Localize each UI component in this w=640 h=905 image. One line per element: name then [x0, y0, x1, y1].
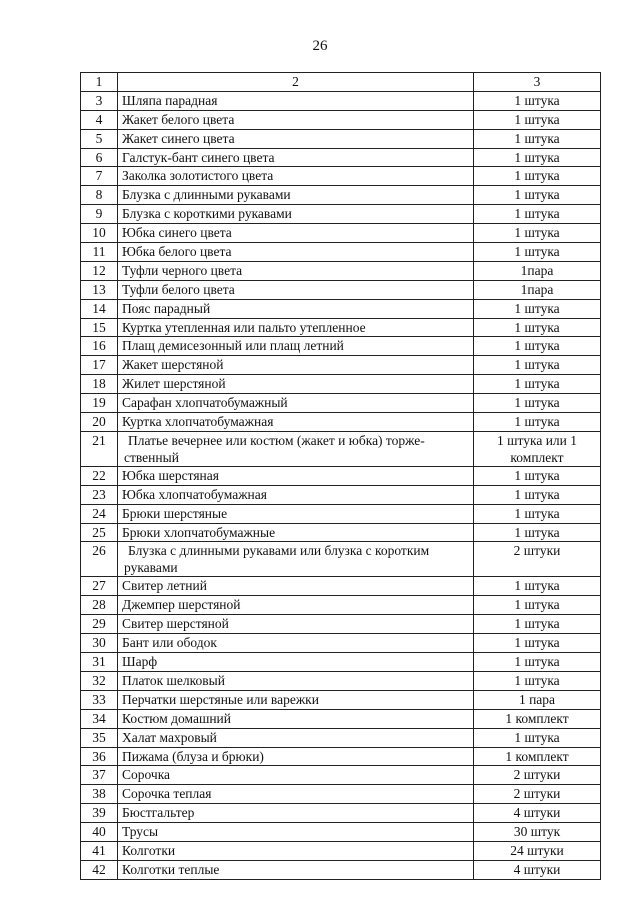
- row-number-cell: 32: [81, 671, 118, 690]
- row-number-cell: 15: [81, 318, 118, 337]
- item-name-cell: Платок шелковый: [118, 671, 474, 690]
- quantity-cell: 1 штука: [474, 129, 601, 148]
- row-number-cell: 24: [81, 504, 118, 523]
- table-row: [81, 542, 601, 577]
- item-name-cell: Туфли черного цвета: [118, 261, 474, 280]
- row-number-cell: 27: [81, 577, 118, 596]
- item-name-cell: Сарафан хлопчатобумажный: [118, 394, 474, 413]
- quantity-cell: 1 штука: [474, 110, 601, 129]
- table-row: [81, 615, 601, 634]
- table-row: [81, 653, 601, 672]
- item-name-cell: Жилет шерстяной: [118, 375, 474, 394]
- row-number-cell: 25: [81, 523, 118, 542]
- table-row: [81, 167, 601, 186]
- quantity-cell: 1 штука: [474, 375, 601, 394]
- table-row: [81, 804, 601, 823]
- table-row: [81, 785, 601, 804]
- quantity-cell: 1пара: [474, 261, 601, 280]
- row-number-cell: 39: [81, 804, 118, 823]
- item-name-cell: Шляпа парадная: [118, 91, 474, 110]
- table-row: [81, 205, 601, 224]
- row-number-cell: 3: [81, 91, 118, 110]
- item-name-cell: Юбка шерстяная: [118, 466, 474, 485]
- quantity-cell: 1 штука: [474, 466, 601, 485]
- row-number-cell: 19: [81, 394, 118, 413]
- row-number-cell: 35: [81, 728, 118, 747]
- quantity-cell: 1 штука: [474, 337, 601, 356]
- quantity-cell: 1 штука: [474, 596, 601, 615]
- item-name-cell: Сорочка теплая: [118, 785, 474, 804]
- item-name-cell: Плащ демисезонный или плащ летний: [118, 337, 474, 356]
- table-row: [81, 91, 601, 110]
- quantity-cell: 1 штука: [474, 615, 601, 634]
- table-row: [81, 766, 601, 785]
- clothing-list-table: [80, 72, 601, 880]
- row-number-cell: 30: [81, 634, 118, 653]
- table-row: [81, 337, 601, 356]
- table-row: [81, 747, 601, 766]
- table-row: [81, 577, 601, 596]
- table-row: [81, 280, 601, 299]
- quantity-cell: 1 штука: [474, 356, 601, 375]
- row-number-cell: 26: [81, 542, 118, 577]
- quantity-cell: 1 штука: [474, 205, 601, 224]
- item-name-cell: Свитер летний: [118, 577, 474, 596]
- row-number-cell: 33: [81, 690, 118, 709]
- row-number-cell: 16: [81, 337, 118, 356]
- table-row: [81, 431, 601, 466]
- item-name-cell: Жакет белого цвета: [118, 110, 474, 129]
- item-name-cell: Сорочка: [118, 766, 474, 785]
- table-row: [81, 504, 601, 523]
- quantity-cell: 1 штука: [474, 299, 601, 318]
- item-name-cell: Брюки хлопчатобумажные: [118, 523, 474, 542]
- page-number: 26: [312, 38, 328, 54]
- item-name-cell: Блузка с длинными рукавами: [118, 186, 474, 205]
- table-row: [81, 671, 601, 690]
- table-row: [81, 728, 601, 747]
- item-name-cell: Костюм домашний: [118, 709, 474, 728]
- quantity-cell: 1 штука: [474, 671, 601, 690]
- item-name-cell: Галстук-бант синего цвета: [118, 148, 474, 167]
- item-name-cell: Туфли белого цвета: [118, 280, 474, 299]
- quantity-cell: 2 штуки: [474, 785, 601, 804]
- table-row: [81, 243, 601, 262]
- item-name-cell: Куртка утепленная или пальто утепленное: [118, 318, 474, 337]
- quantity-cell: 30 штук: [474, 823, 601, 842]
- row-number-cell: 10: [81, 224, 118, 243]
- quantity-cell: 24 штуки: [474, 841, 601, 860]
- table-row: [81, 485, 601, 504]
- row-number-cell: 8: [81, 186, 118, 205]
- row-number-cell: 11: [81, 243, 118, 262]
- quantity-cell: 1 штука: [474, 653, 601, 672]
- table-row: [81, 823, 601, 842]
- row-number-cell: 38: [81, 785, 118, 804]
- item-name-cell: Свитер шерстяной: [118, 615, 474, 634]
- quantity-cell: 1 штука: [474, 485, 601, 504]
- quantity-cell: 1 штука: [474, 186, 601, 205]
- item-name-cell: Шарф: [118, 653, 474, 672]
- row-number-cell: 14: [81, 299, 118, 318]
- row-number-cell: 36: [81, 747, 118, 766]
- table-row: [81, 299, 601, 318]
- header-cell-number: 1: [81, 73, 118, 92]
- item-name-cell: Платье вечернее или костюм (жакет и юбка) торже-ственный: [118, 431, 474, 466]
- quantity-cell: 1пара: [474, 280, 601, 299]
- row-number-cell: 41: [81, 841, 118, 860]
- quantity-cell: 1 штука: [474, 243, 601, 262]
- item-name-cell: Жакет синего цвета: [118, 129, 474, 148]
- item-name-cell: Халат махровый: [118, 728, 474, 747]
- item-name-cell: Брюки шерстяные: [118, 504, 474, 523]
- table-row: [81, 466, 601, 485]
- item-name-cell: Пижама (блуза и брюки): [118, 747, 474, 766]
- row-number-cell: 13: [81, 280, 118, 299]
- quantity-cell: 1 комплект: [474, 747, 601, 766]
- quantity-cell: 1 комплект: [474, 709, 601, 728]
- table-row: [81, 860, 601, 879]
- row-number-cell: 37: [81, 766, 118, 785]
- header-cell-item: 2: [118, 73, 474, 92]
- row-number-cell: 6: [81, 148, 118, 167]
- table-row: [81, 186, 601, 205]
- item-name-cell: Трусы: [118, 823, 474, 842]
- item-name-cell: Перчатки шерстяные или варежки: [118, 690, 474, 709]
- quantity-cell: 1 штука: [474, 728, 601, 747]
- table-row: [81, 841, 601, 860]
- quantity-cell: 1 штука: [474, 634, 601, 653]
- row-number-cell: 12: [81, 261, 118, 280]
- item-name-cell: Блузка с короткими рукавами: [118, 205, 474, 224]
- table-row: [81, 110, 601, 129]
- quantity-cell: 1 штука: [474, 318, 601, 337]
- quantity-cell: 1 штука: [474, 91, 601, 110]
- quantity-cell: 1 штука: [474, 413, 601, 432]
- row-number-cell: 17: [81, 356, 118, 375]
- table-row: [81, 523, 601, 542]
- item-name-cell: Юбка белого цвета: [118, 243, 474, 262]
- table-row: [81, 709, 601, 728]
- row-number-cell: 9: [81, 205, 118, 224]
- item-name-cell: Заколка золотистого цвета: [118, 167, 474, 186]
- row-number-cell: 4: [81, 110, 118, 129]
- item-name-cell: Юбка хлопчатобумажная: [118, 485, 474, 504]
- table-row: [81, 634, 601, 653]
- table-body: [81, 73, 601, 880]
- quantity-cell: 1 штука: [474, 577, 601, 596]
- row-number-cell: 7: [81, 167, 118, 186]
- table-row: [81, 261, 601, 280]
- item-name-cell: Пояс парадный: [118, 299, 474, 318]
- item-name-cell: Бюстгальтер: [118, 804, 474, 823]
- row-number-cell: 23: [81, 485, 118, 504]
- row-number-cell: 28: [81, 596, 118, 615]
- quantity-cell: 1 штука: [474, 523, 601, 542]
- table-row: [81, 318, 601, 337]
- table-row: [81, 224, 601, 243]
- item-name-cell: Юбка синего цвета: [118, 224, 474, 243]
- row-number-cell: 29: [81, 615, 118, 634]
- quantity-cell: 2 штуки: [474, 766, 601, 785]
- table-row: [81, 690, 601, 709]
- row-number-cell: 31: [81, 653, 118, 672]
- row-number-cell: 40: [81, 823, 118, 842]
- header-cell-quantity: 3: [474, 73, 601, 92]
- item-name-cell: Колготки теплые: [118, 860, 474, 879]
- table-row: [81, 394, 601, 413]
- quantity-cell: 1 штука: [474, 224, 601, 243]
- table-row: [81, 356, 601, 375]
- quantity-cell: 1 штука или 1 комплект: [474, 431, 601, 466]
- table-row: [81, 375, 601, 394]
- item-name-cell: Бант или ободок: [118, 634, 474, 653]
- quantity-cell: 4 штуки: [474, 804, 601, 823]
- row-number-cell: 18: [81, 375, 118, 394]
- quantity-cell: 1 штука: [474, 394, 601, 413]
- row-number-cell: 20: [81, 413, 118, 432]
- item-name-cell: Жакет шерстяной: [118, 356, 474, 375]
- item-name-cell: Колготки: [118, 841, 474, 860]
- row-number-cell: 34: [81, 709, 118, 728]
- row-number-cell: 22: [81, 466, 118, 485]
- table-row: [81, 413, 601, 432]
- quantity-cell: 1 штука: [474, 148, 601, 167]
- quantity-cell: 1 пара: [474, 690, 601, 709]
- row-number-cell: 5: [81, 129, 118, 148]
- table-row: [81, 596, 601, 615]
- row-number-cell: 21: [81, 431, 118, 466]
- table-row: [81, 148, 601, 167]
- quantity-cell: 2 штуки: [474, 542, 601, 577]
- item-name-cell: Джемпер шерстяной: [118, 596, 474, 615]
- table-row: [81, 129, 601, 148]
- item-name-cell: Куртка хлопчатобумажная: [118, 413, 474, 432]
- row-number-cell: 42: [81, 860, 118, 879]
- quantity-cell: 1 штука: [474, 167, 601, 186]
- quantity-cell: 1 штука: [474, 504, 601, 523]
- quantity-cell: 4 штуки: [474, 860, 601, 879]
- item-name-cell: Блузка с длинными рукавами или блузка с коротким рукавами: [118, 542, 474, 577]
- table-header-row: [81, 73, 601, 92]
